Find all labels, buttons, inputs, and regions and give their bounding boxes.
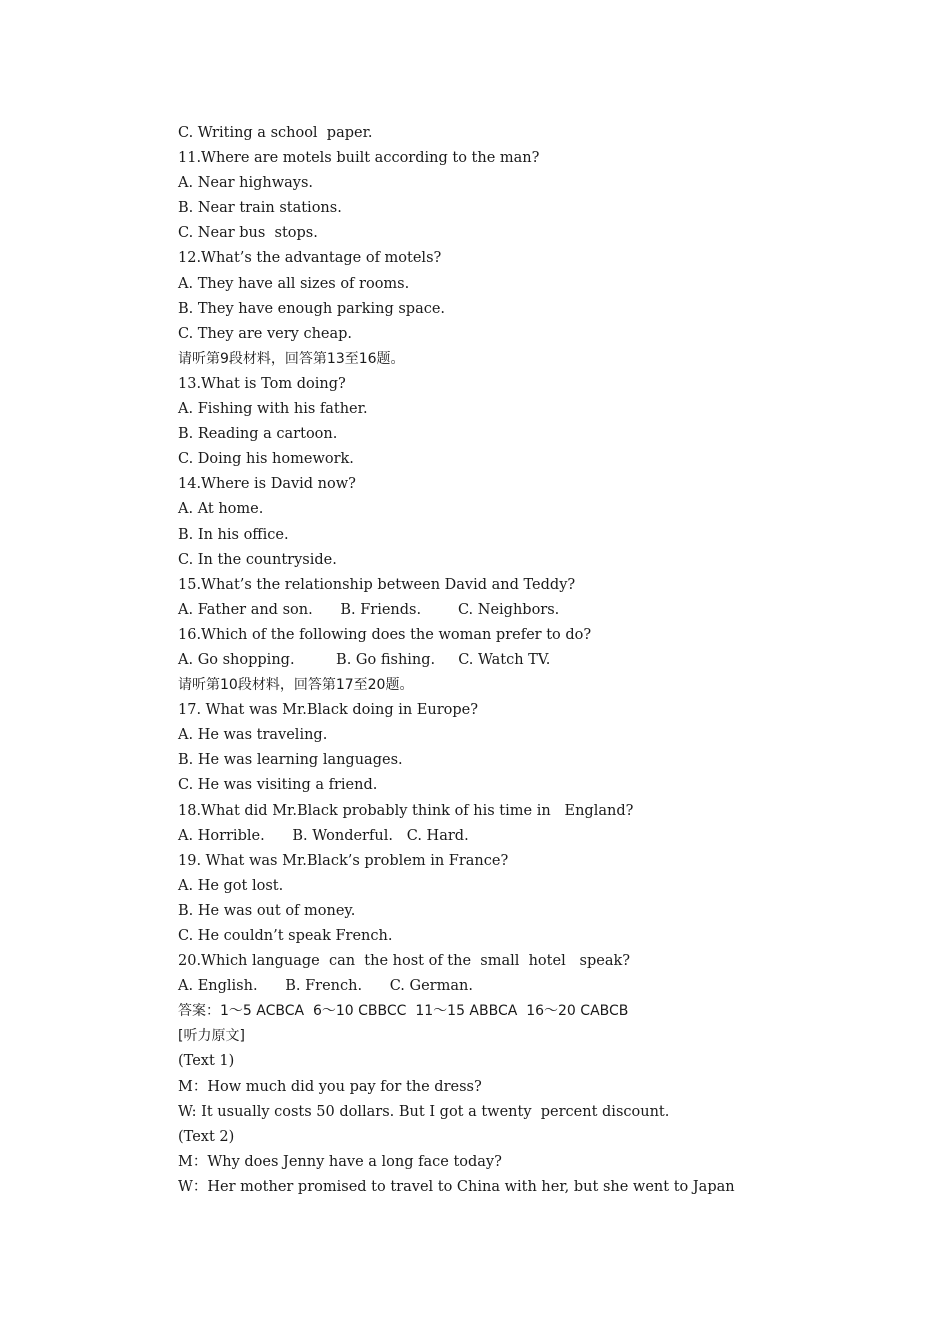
option-line: A. English. B. French. C. German. [178,978,473,995]
text-label: (Text 1) [178,1053,235,1070]
option-line: A. Father and son. B. Friends. C. Neighbors. [178,601,560,618]
answer-key: 答案：1～5 ACBCA 6～10 CBBCC 11～15 ABBCA 16～20 CABCB [178,1003,629,1020]
question-14: 14.Where is David now? [178,476,356,493]
option-line: A. Go shopping. B. Go fishing. C. Watch TV. [178,651,551,668]
option-line: B. Reading a cartoon. [178,426,338,443]
option-line: C. Near bus stops. [178,225,318,242]
option-line: A. He got lost. [178,877,284,894]
dialogue-line: W: It usually costs 50 dollars. But I got a twenty percent discount. [178,1103,670,1120]
option-line: B. In his office. [178,526,289,543]
option-line: C. He was visiting a friend. [178,777,378,794]
option-line: B. They have enough parking space. [178,300,446,317]
question-17: 17. What was Mr.Black doing in Europe? [178,702,479,719]
text-line: C. Writing a school paper. [178,125,373,141]
question-18: 18.What did Mr.Black probably think of his time in England? [178,802,634,819]
option-line: A. At home. [178,501,264,518]
option-line: C. In the countryside. [178,551,337,568]
question-16: 16.Which of the following does the woman prefer to do? [178,626,592,643]
section-instruction: 请听第10段材料，回答第17至20题。 [178,677,414,694]
question-15: 15.What’s the relationship between David and Teddy? [178,576,576,593]
question-19: 19. What was Mr.Black’s problem in France? [178,852,509,869]
dialogue-line: M：How much did you pay for the dress? [178,1078,482,1095]
option-line: C. He couldn’t speak French. [178,928,393,944]
document-page [178,121,818,1200]
option-line: B. Near train stations. [178,200,342,217]
text-label: (Text 2) [178,1128,235,1145]
question-11: 11.Where are motels built according to the man? [178,150,540,167]
option-line: A. Near highways. [178,175,314,192]
question-12: 12.What’s the advantage of motels? [178,250,442,267]
option-line: C. They are very cheap. [178,325,353,342]
dialogue-line: M：Why does Jenny have a long face today? [178,1153,502,1170]
option-line: A. He was traveling. [178,727,328,744]
option-line: A. Horrible. B. Wonderful. C. Hard. [178,827,469,844]
question-20: 20.Which language can the host of the small hotel speak? [178,953,631,970]
transcript-heading: [听力原文] [178,1028,245,1045]
dialogue-line: W：Her mother promised to travel to China with her, but she went to Japan [178,1178,735,1195]
section-instruction: 请听第9段材料，回答第13至16题。 [178,350,405,367]
option-line: C. Doing his homework. [178,451,354,468]
question-13: 13.What is Tom doing? [178,375,346,392]
option-line: B. He was out of money. [178,902,356,919]
option-line: B. He was learning languages. [178,752,403,769]
option-line: A. Fishing with his father. [178,401,368,418]
option-line: A. They have all sizes of rooms. [178,275,410,292]
